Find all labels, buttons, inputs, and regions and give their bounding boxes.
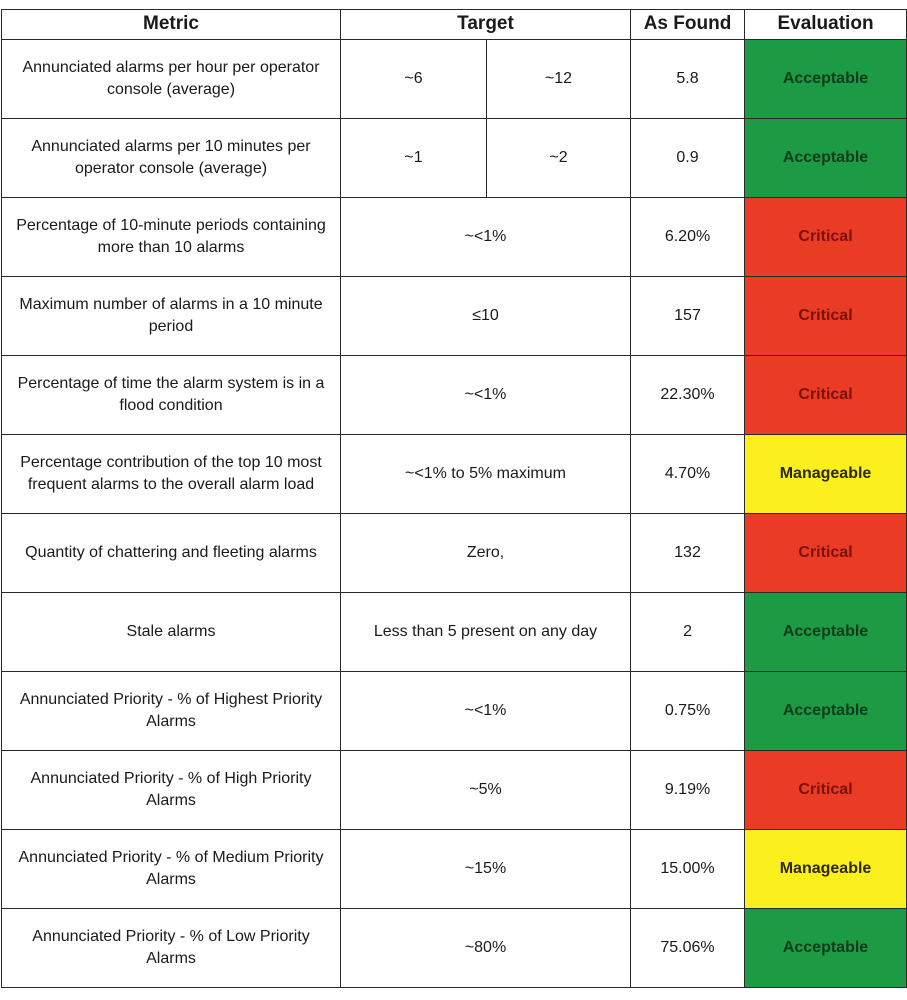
as-found-cell: 2 — [631, 593, 745, 672]
evaluation-badge: Manageable — [745, 830, 907, 909]
evaluation-badge: Acceptable — [745, 593, 907, 672]
metric-cell: Percentage of time the alarm system is in a flood condition — [2, 356, 341, 435]
evaluation-badge: Critical — [745, 514, 907, 593]
evaluation-badge: Critical — [745, 356, 907, 435]
evaluation-badge: Acceptable — [745, 119, 907, 198]
target-low-cell: ~1 — [341, 119, 487, 198]
evaluation-badge: Acceptable — [745, 909, 907, 988]
as-found-cell: 6.20% — [631, 198, 745, 277]
as-found-cell: 0.75% — [631, 672, 745, 751]
table-row — [2, 593, 907, 672]
table-row — [2, 119, 907, 198]
target-cell: ~<1% to 5% maximum — [341, 435, 631, 514]
target-cell: ~15% — [341, 830, 631, 909]
header-metric: Metric — [2, 10, 341, 40]
target-cell: ~5% — [341, 751, 631, 830]
metric-cell: Annunciated Priority - % of Medium Priority Alarms — [2, 830, 341, 909]
table-row — [2, 830, 907, 909]
metric-cell: Stale alarms — [2, 593, 341, 672]
metric-cell: Percentage contribution of the top 10 most frequent alarms to the overall alarm load — [2, 435, 341, 514]
header-as-found: As Found — [631, 10, 745, 40]
metric-cell: Maximum number of alarms in a 10 minute period — [2, 277, 341, 356]
metric-cell: Annunciated Priority - % of Highest Priority Alarms — [2, 672, 341, 751]
target-cell: ~<1% — [341, 672, 631, 751]
table-row — [2, 672, 907, 751]
evaluation-badge: Critical — [745, 277, 907, 356]
evaluation-badge: Critical — [745, 751, 907, 830]
metric-cell: Percentage of 10-minute periods containing more than 10 alarms — [2, 198, 341, 277]
header-row — [2, 10, 907, 40]
as-found-cell: 9.19% — [631, 751, 745, 830]
as-found-cell: 15.00% — [631, 830, 745, 909]
table-body — [2, 40, 907, 988]
table-row — [2, 751, 907, 830]
target-cell: ~80% — [341, 909, 631, 988]
as-found-cell: 22.30% — [631, 356, 745, 435]
target-cell: ~<1% — [341, 356, 631, 435]
table-row — [2, 356, 907, 435]
metric-cell: Quantity of chattering and fleeting alarms — [2, 514, 341, 593]
metric-cell: Annunciated Priority - % of High Priority Alarms — [2, 751, 341, 830]
as-found-cell: 157 — [631, 277, 745, 356]
evaluation-badge: Manageable — [745, 435, 907, 514]
header-evaluation: Evaluation — [745, 10, 907, 40]
alarm-metrics-table — [1, 9, 907, 988]
evaluation-badge: Acceptable — [745, 40, 907, 119]
evaluation-badge: Acceptable — [745, 672, 907, 751]
metric-cell: Annunciated Priority - % of Low Priority Alarms — [2, 909, 341, 988]
target-cell: Zero, — [341, 514, 631, 593]
target-low-cell: ~6 — [341, 40, 487, 119]
table-row — [2, 514, 907, 593]
table-row — [2, 435, 907, 514]
as-found-cell: 132 — [631, 514, 745, 593]
as-found-cell: 0.9 — [631, 119, 745, 198]
table-row — [2, 198, 907, 277]
as-found-cell: 5.8 — [631, 40, 745, 119]
target-cell: Less than 5 present on any day — [341, 593, 631, 672]
metric-cell: Annunciated alarms per 10 minutes per operator console (average) — [2, 119, 341, 198]
metric-cell: Annunciated alarms per hour per operator console (average) — [2, 40, 341, 119]
target-high-cell: ~2 — [487, 119, 631, 198]
target-cell: ≤10 — [341, 277, 631, 356]
target-high-cell: ~12 — [487, 40, 631, 119]
table-row — [2, 40, 907, 119]
table-row — [2, 909, 907, 988]
as-found-cell: 75.06% — [631, 909, 745, 988]
header-target: Target — [341, 10, 631, 40]
table-row — [2, 277, 907, 356]
target-cell: ~<1% — [341, 198, 631, 277]
as-found-cell: 4.70% — [631, 435, 745, 514]
evaluation-badge: Critical — [745, 198, 907, 277]
